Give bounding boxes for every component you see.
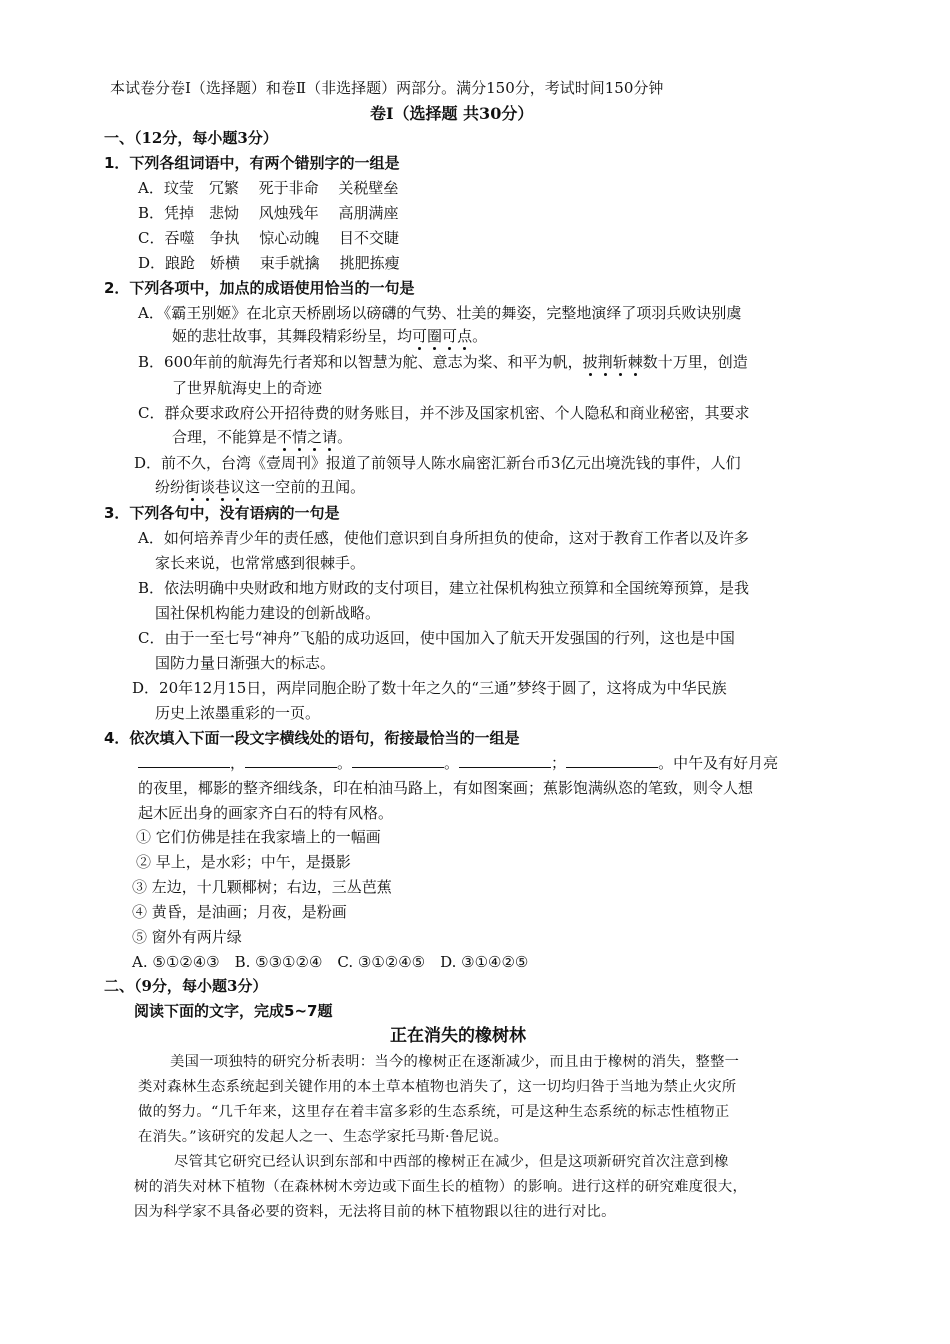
- q4-item-5: ⑤ 窗外有两片绿: [132, 928, 242, 946]
- q2-option-b-line2: 了世界航海史上的奇迹: [172, 379, 323, 397]
- emphasis-dot-char: 不: [277, 428, 293, 446]
- q4-item-2: ② 早上，是水彩；中午，是摄影: [136, 853, 351, 871]
- q3-option-c-line1: C．由于一至七号“神舟”飞船的成功返回，使中国加入了航天开发强国的行列，这也是中国: [138, 629, 735, 647]
- q4-item-1: ① 它们仿佛是挂在我家墙上的一幅画: [136, 828, 381, 846]
- dotted-idiom: [277, 428, 337, 446]
- q3-option-c-line2: 国防力量日渐强大的标志。: [155, 654, 336, 672]
- q4-item-3: ③ 左边，十几颗椰树；右边，三丛芭蕉: [132, 878, 392, 896]
- q3-option-d-line2: 历史上浓墨重彩的一页。: [155, 704, 321, 722]
- q4-passage-line1: ， 。 。 ； 。中午及有好月亮: [138, 753, 778, 773]
- answer-blank: [459, 753, 551, 768]
- q3-option-b-line1: B．依法明确中央财政和地方财政的支付项目，建立社保机构独立预算和全国统筹预算，是我: [138, 579, 750, 597]
- article-title: 正在消失的橡树林: [390, 1026, 526, 1046]
- answer-blank: [352, 753, 444, 768]
- emphasis-dot-char: 议: [230, 478, 246, 496]
- q2-option-c-line1: C．群众要求政府公开招待费的财务账目，并不涉及国家机密、个人隐私和商业秘密，其要求: [138, 404, 750, 422]
- section2-heading: 二、（9分，每小题3分）: [104, 977, 268, 995]
- emphasis-dot-char: 情: [292, 428, 308, 446]
- emphasis-dot-char: 荆: [597, 353, 613, 371]
- q2-option-d-line2: 纷纷街谈巷议这一空前的丑闻。: [155, 478, 366, 496]
- q3-option-a-line1: A．如何培养青少年的责任感，使他们意识到自身所担负的使命，这对于教育工作者以及许多: [138, 529, 749, 547]
- q4-passage-line2: 的夜里，椰影的整齐细线条，印在柏油马路上，有如图案画；蕉影饱满纵恣的笔致，则令人想: [138, 779, 754, 797]
- emphasis-dot-char: 请: [322, 428, 338, 446]
- article-p1-line1: 美国一项独特的研究分析表明：当今的橡树正在逐渐减少，而且由于橡树的消失，整整一: [170, 1054, 740, 1070]
- article-p2-line2: 树的消失对林下植物（在森林树木旁边或下面生长的植物）的影响。进行这样的研究难度很大，: [134, 1179, 748, 1195]
- q3-option-b-line2: 国社保机构能力建设的创新战略。: [155, 604, 381, 622]
- section1-heading: 一、（12分，每小题3分）: [104, 129, 278, 147]
- emphasis-dot-char: 谈: [200, 478, 216, 496]
- article-p2-line1: 尽管其它研究已经认识到东部和中西部的橡树正在减少，但是这项新研究首次注意到橡: [174, 1154, 729, 1170]
- q1-option-a: A．玟莹 冗繁 死于非命 关税壁垒: [138, 179, 399, 197]
- reading-instruction: 阅读下面的文字，完成5~7题: [134, 1002, 333, 1020]
- answer-blank: [245, 753, 337, 768]
- dotted-idiom: [583, 353, 643, 371]
- emphasis-dot-char: 点: [457, 327, 473, 345]
- dotted-idiom: [185, 478, 245, 496]
- article-p1-line3: 做的努力。“几千年来，这里存在着丰富多彩的生态系统，可是这种生态系统的标志性植物正: [138, 1104, 730, 1120]
- emphasis-dot-char: 之: [307, 428, 323, 446]
- article-p1-line4: 在消失。”该研究的发起人之一、生态学家托马斯·鲁尼说。: [138, 1129, 509, 1145]
- q3-option-a-line2: 家长来说，也常常感到很棘手。: [155, 554, 366, 572]
- q4-passage-line3: 起木匠出身的画家齐白石的特有风格。: [138, 804, 394, 822]
- q2-option-c-line2: 合理，不能算是不情之请。: [172, 428, 353, 446]
- article-p1-line2: 类对森林生态系统起到关键作用的本土草本植物也消失了，这一切均归咎于当地为禁止火灾所: [138, 1079, 737, 1095]
- q2-stem: 2．下列各项中，加点的成语使用恰当的一句是: [104, 279, 415, 297]
- q3-stem: 3．下列各句中，没有语病的一句是: [104, 504, 340, 522]
- emphasis-dot-char: 街: [185, 478, 201, 496]
- q1-stem: 1．下列各组词语中，有两个错别字的一组是: [104, 154, 400, 172]
- q4-item-4: ④ 黄昏，是油画；月夜，是粉画: [132, 903, 347, 921]
- exam-intro: 本试卷分卷Ⅰ（选择题）和卷Ⅱ（非选择题）两部分。满分150分，考试时间150分钟: [110, 79, 664, 97]
- q3-option-d-line1: D．20年12月15日，两岸同胞企盼了数十年之久的“三通”梦终于圆了，这将成为中华民族: [132, 679, 727, 697]
- q2-option-b-line1: B．600年前的航海先行者郑和以智慧为舵、意志为桨、和平为帆，披荆斩棘数十万里，创造: [138, 353, 748, 371]
- q2-option-a-line2: 姬的悲壮故事，其舞段精彩纷呈，均可圈可点。: [172, 327, 488, 345]
- article-p2-line3: 因为科学家不具备必要的资料，无法将目前的林下植物跟以往的进行对比。: [134, 1204, 616, 1220]
- q1-option-d: D．踉跄 娇横 束手就擒 挑肥拣瘦: [138, 254, 400, 272]
- volume-title: 卷Ⅰ（选择题 共30分）: [370, 104, 534, 123]
- q1-option-b: B．凭掉 悲恸 风烛残年 高朋满座: [138, 204, 399, 222]
- emphasis-dot-char: 巷: [215, 478, 231, 496]
- emphasis-dot-char: 可: [412, 327, 428, 345]
- emphasis-dot-char: 圈: [427, 327, 443, 345]
- answer-blank: [138, 753, 230, 768]
- q2-option-a-line1: A．《霸王别姬》在北京天桥剧场以磅礴的气势、壮美的舞姿，完整地演绎了项羽兵败诀别虞: [138, 304, 742, 322]
- emphasis-dot-char: 可: [442, 327, 458, 345]
- q2-option-d-line1: D．前不久，台湾《壹周刊》报道了前领导人陈水扁密汇新台币3亿元出境洗钱的事件，人们: [134, 454, 741, 472]
- q1-option-c: C．吞噬 争执 惊心动魄 目不交睫: [138, 229, 400, 247]
- emphasis-dot-char: 披: [582, 353, 598, 371]
- answer-blank: [566, 753, 658, 768]
- q4-stem: 4．依次填入下面一段文字横线处的语句，衔接最恰当的一组是: [104, 729, 520, 747]
- dotted-idiom: [412, 327, 472, 345]
- q4-answer-choices: A. ⑤①②④③ B. ⑤③①②④ C. ③①②④⑤ D. ③①④②⑤: [132, 953, 529, 971]
- emphasis-dot-char: 斩: [612, 353, 628, 371]
- emphasis-dot-char: 棘: [627, 353, 643, 371]
